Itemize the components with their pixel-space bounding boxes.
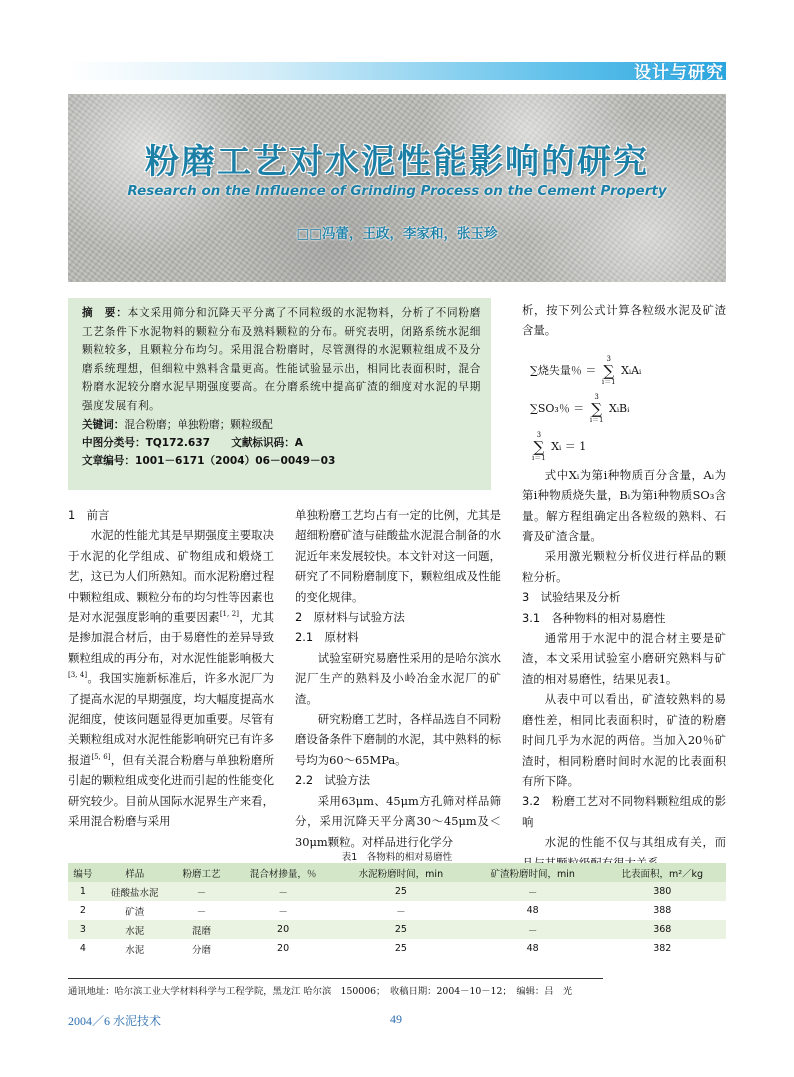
sum-lower-limit: i＝1 xyxy=(601,377,616,386)
citation-2: [3, 4] xyxy=(68,671,88,680)
keywords-line xyxy=(82,416,481,434)
sum-upper-limit: 3 xyxy=(536,430,542,439)
table-cell: 25 xyxy=(335,920,467,939)
heading-test-method: 2.2 试验方法 xyxy=(295,773,371,788)
table-body xyxy=(68,882,726,958)
table-cell: 382 xyxy=(599,939,726,958)
table-row xyxy=(68,901,726,920)
abstract-box xyxy=(68,298,491,490)
col2-paragraph-1: 单独粉磨工艺均占有一定的比例，尤其是超细粉磨矿渣与硅酸盐水泥混合制备的水泥近年来发展较快。本文针对这一问题，研究了不同粉磨制度下，颗粒组成及性能的变化规律。 xyxy=(295,508,501,604)
keywords-label: 关键词： xyxy=(82,418,125,431)
doc-value: A xyxy=(294,436,303,449)
formula-loss-right: XᵢAᵢ xyxy=(621,363,642,377)
table-row xyxy=(68,939,726,958)
heading-grindability: 3.1 各种物料的相对易磨性 xyxy=(522,610,666,625)
table-cell: － xyxy=(231,882,335,901)
abstract-label: 摘 要： xyxy=(82,307,128,319)
col3-paragraph-3: 采用激光颗粒分析仪进行样品的颗粒分析。 xyxy=(522,549,726,584)
table-row xyxy=(68,882,726,901)
formula-sum: 3 ∑ i＝1 Xᵢ ＝ 1 xyxy=(532,430,587,462)
sum-upper-limit: 3 xyxy=(606,354,611,363)
table-cell: 混磨 xyxy=(172,920,231,939)
journal-issue: 2004／6 水泥技术 xyxy=(68,1014,162,1028)
table-row xyxy=(68,920,726,939)
citation-3: [5, 6] xyxy=(91,753,111,762)
citation-1: [1, 2] xyxy=(219,610,239,619)
table-cell: 水泥 xyxy=(98,920,172,939)
table-cell: － xyxy=(335,901,467,920)
formula-loss-left: ∑烧失量％ ＝ xyxy=(530,363,597,377)
table-cell: 25 xyxy=(335,882,467,901)
table-cell: － xyxy=(467,882,599,901)
header-color-bar xyxy=(68,62,726,80)
table-header-cell: 编号 xyxy=(68,863,98,882)
table-header-cell: 粉磨工艺 xyxy=(172,863,231,882)
article-authors: □□冯蕾，王政，李家和，张玉珍 xyxy=(296,226,498,242)
table-cell: 3 xyxy=(68,920,98,939)
page-number: 49 xyxy=(390,1012,402,1026)
table-header-cell: 混合材掺量，％ xyxy=(231,863,335,882)
table-cell: － xyxy=(231,901,335,920)
table-cell: 380 xyxy=(599,882,726,901)
col3-paragraph-1: 析，按下列公式计算各粒级水泥及矿渣含量。 xyxy=(522,303,726,338)
formula-sum-right: Xᵢ ＝ 1 xyxy=(551,439,587,453)
intro-paragraph xyxy=(68,525,274,831)
table-cell: 4 xyxy=(68,939,98,958)
col2-paragraph-4: 采用63μm、45μm方孔筛对样品筛分，采用沉降天平分离30～45μm及＜30μm颗粒。对样品进行化学分 xyxy=(295,793,501,849)
table-cell: 20 xyxy=(231,920,335,939)
table-caption: 表1 各物料的相对易磨性 xyxy=(341,852,453,863)
heading-materials-methods: 2 原材料与试验方法 xyxy=(295,610,405,625)
col3-paragraph-6: 水泥的性能不仅与其组成有关，而 xyxy=(544,835,726,850)
table-cell: 388 xyxy=(599,901,726,920)
table-cell: － xyxy=(172,901,231,920)
formula-block xyxy=(522,347,726,465)
formula-so3-left: ∑SO₃％ ＝ xyxy=(530,401,585,415)
text-column-2 xyxy=(295,505,501,852)
intro-text-b: ，尤其是掺加混合材后，由于易磨性的差异导致颗粒组成的再分布，对水泥性能影响极大 xyxy=(68,610,274,665)
table-header-cell: 水泥粉磨时间，min xyxy=(335,863,467,882)
class-value: TQ172.637 xyxy=(145,436,211,449)
footnote: 通讯地址：哈尔滨工业大学材料科学与工程学院，黑龙江 哈尔滨 150006； 收稿日期：2004－10－12； 编辑：吕 光 xyxy=(68,986,573,997)
title-banner xyxy=(68,94,726,282)
article-english-title: Research on the Influence of Grinding Process on the Cement Property xyxy=(127,183,667,199)
sum-lower-limit: i＝1 xyxy=(532,453,546,462)
table-cell: 分磨 xyxy=(172,939,231,958)
table-cell: － xyxy=(467,920,599,939)
table-header-cell: 比表面积，m²／kg xyxy=(599,863,726,882)
table-cell: 48 xyxy=(467,901,599,920)
article-number-line xyxy=(82,452,481,470)
abstract-text: 本文采用筛分和沉降天平分离了不同粒级的水泥物料，分析了不同粉磨工艺条件下水泥物料的颗粒分布及熟料颗粒的分布。研究表明，闭路系统水泥细颗粒较多，且颗粒分布均匀。采用混合粉磨时，尽管测得的水泥颗粒组成不及分磨系统理想，但细粒中熟料含量更高。性能试验显示出，相同比表面积时，混合粉磨水泥较分磨水泥早期强度要高。在分磨系统中提高矿渣的细度对水泥的早期强度发展有利。 xyxy=(82,307,481,412)
table-cell: 矿渣 xyxy=(98,901,172,920)
table-cell: 368 xyxy=(599,920,726,939)
table-cell: － xyxy=(172,882,231,901)
table-cell: 1 xyxy=(68,882,98,901)
col3-paragraph-5: 从表中可以看出，矿渣较熟料的易磨性差，相同比表面积时，矿渣的粉磨时间几乎为水泥的两倍。当加入20％矿渣时，相同粉磨时间时水泥的比表面积有所下降。 xyxy=(522,692,726,788)
class-label: 中图分类号： xyxy=(82,436,146,449)
formula-so3-right: XᵢBᵢ xyxy=(609,401,630,415)
col2-paragraph-3: 研究粉磨工艺时，各样品选自不同粉磨设备条件下磨制的水泥，其中熟料的标号均为60～65MPa。 xyxy=(295,712,501,767)
table-header-cell: 矿渣粉磨时间，min xyxy=(467,863,599,882)
col2-paragraph-2: 试验室研究易磨性采用的是哈尔滨水泥厂生产的熟料及小岭冶金水泥厂的矿渣。 xyxy=(295,650,501,706)
heading-introduction: 1 前言 xyxy=(68,508,110,522)
classification-line xyxy=(82,434,481,452)
intro-text-a: 水泥的性能尤其是早期强度主要取决于水泥的化学组成、矿物组成和煅烧工艺，这已为人们所熟知。而水泥粉磨过程中颗粒组成、颗粒分布的均匀性等因素也是对水泥强度影响的重要因素 xyxy=(68,528,274,625)
abstract-paragraph xyxy=(82,304,481,416)
text-column-3 xyxy=(522,300,726,873)
col3-paragraph-4: 通常用于水泥中的混合材主要是矿渣，本文采用试验室小磨研究熟料与矿渣的相对易磨性，结果见表1。 xyxy=(522,631,726,686)
table-cell: 48 xyxy=(467,939,599,958)
formula-so3: ∑SO₃％ ＝ 3 ∑ i＝1 XᵢBᵢ xyxy=(530,392,630,424)
footnote-rule xyxy=(68,978,603,979)
table-header-cell: 样品 xyxy=(98,863,172,882)
intro-text-c: 。我国实施新标准后，许多水泥厂为了提高水泥的早期强度，均大幅度提高水泥细度，使该问题显得更加重要。尽管有关颗粒组成对水泥性能影响研究已有许多报道 xyxy=(68,671,274,767)
formula-loss: ∑烧失量％ ＝ 3 ∑ i＝1 XᵢAᵢ xyxy=(530,354,642,386)
heading-results: 3 试验结果及分析 xyxy=(522,590,621,605)
grindability-table xyxy=(68,863,726,958)
heading-grinding-process: 3.2 粉磨工艺对不同物料颗粒组成的影响 xyxy=(522,794,726,829)
text-column-1 xyxy=(68,505,274,832)
article-value: 1001－6171（2004）06－0049－03 xyxy=(134,455,336,468)
article-label: 文章编号： xyxy=(82,455,135,468)
sum-upper-limit: 3 xyxy=(594,392,599,401)
table-cell: 20 xyxy=(231,939,335,958)
intro-text-d: ，但有关混合粉磨与单独粉磨所引起的颗粒组成变化进而引起的性能变化研究较少。目前从国际水泥界生产来看，采用混合粉磨与采用 xyxy=(68,752,274,829)
table-header-row xyxy=(68,863,726,882)
sum-lower-limit: i＝1 xyxy=(589,415,604,424)
doc-label: 文献标识码： xyxy=(231,436,295,449)
table-cell: 2 xyxy=(68,901,98,920)
table-cell: 水泥 xyxy=(98,939,172,958)
section-label: 设计与研究 xyxy=(634,63,724,83)
article-title: 粉磨工艺对水泥性能影响的研究 xyxy=(145,142,649,182)
col3-paragraph-2: 式中Xᵢ为第i种物质百分含量，Aᵢ为第i种物质烧失量，Bᵢ为第i种物质SO₃含量。解方程组确定出各粒级的熟料、石膏及矿渣含量。 xyxy=(522,467,726,544)
table-cell: 硅酸盐水泥 xyxy=(98,882,172,901)
heading-raw-materials: 2.1 原材料 xyxy=(295,630,359,645)
table-cell: 25 xyxy=(335,939,467,958)
keywords-value: 混合粉磨；单独粉磨；颗粒级配 xyxy=(124,418,273,431)
